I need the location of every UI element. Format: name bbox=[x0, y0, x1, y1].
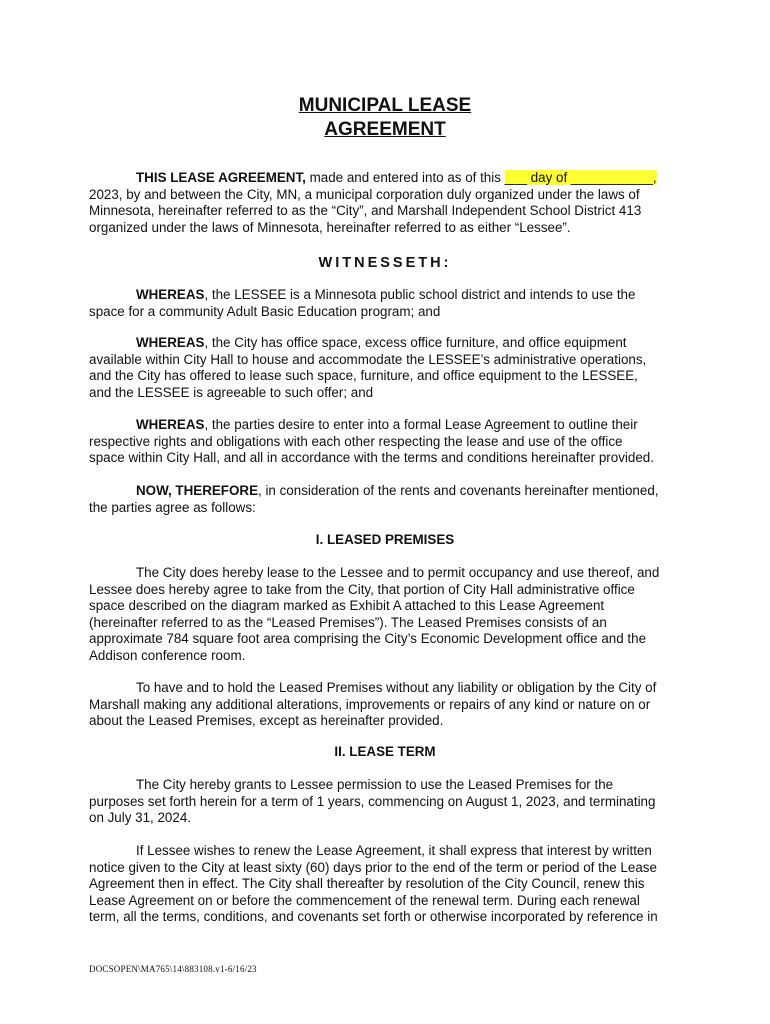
date-blank-field[interactable]: ___ day of ___________, bbox=[504, 170, 657, 185]
paragraph-line: notice given to the City at least sixty (60) days prior to the end of the term or period of the Lease bbox=[89, 859, 657, 875]
document-title-line1: MUNICIPAL LEASE bbox=[298, 95, 472, 116]
section-heading-lease-term: II. LEASE TERM bbox=[334, 744, 436, 759]
paragraph-line: space for a community Adult Basic Education program; and bbox=[89, 303, 441, 319]
paragraph-line: on July 31, 2024. bbox=[89, 810, 191, 826]
paragraph-line: Agreement then in effect. The City shall thereafter by resolution of the City Council, renew this bbox=[89, 876, 645, 892]
paragraph-line: Lease Agreement on or before the commencement of the renewal term. During each renewal bbox=[89, 892, 640, 908]
intro-line: Minnesota, hereinafter referred to as the “City”, and Marshall Independent School District 413 bbox=[89, 203, 642, 219]
paragraph-line: and the LESSEE is agreeable to such offer; and bbox=[89, 384, 374, 400]
whereas-bold: WHEREAS bbox=[136, 335, 205, 350]
paragraph-line: Marshall making any additional alterations, improvements or repairs of any kind or nature on or bbox=[89, 696, 651, 712]
paragraph-line: If Lessee wishes to renew the Lease Agreement, it shall express that interest by written bbox=[136, 843, 652, 858]
leased-premises-paragraph-1 bbox=[89, 565, 689, 665]
paragraph-line: , the City has office space, excess office furniture, and office equipment bbox=[204, 335, 627, 350]
whereas-bold: WHEREAS bbox=[136, 287, 205, 302]
whereas-paragraph-2 bbox=[89, 335, 689, 401]
paragraph-line: The City hereby grants to Lessee permission to use the Leased Premises for the bbox=[136, 777, 614, 792]
paragraph-line: Lessee does hereby agree to take from the City, that portion of City Hall administrative office bbox=[89, 581, 635, 597]
paragraph-line: Addison conference room. bbox=[89, 647, 246, 663]
intro-lead-text: made and entered into as of this bbox=[305, 170, 505, 185]
paragraph-line: , in consideration of the rents and covenants hereinafter mentioned, bbox=[258, 483, 659, 498]
intro-lead-bold: THIS LEASE AGREEMENT, bbox=[136, 170, 306, 185]
paragraph-line: the parties agree as follows: bbox=[89, 499, 256, 515]
paragraph-line: available within City Hall to house and accommodate the LESSEE’s administrative operations, bbox=[89, 351, 647, 367]
intro-line: 2023, by and between the City, MN, a municipal corporation duly organized under the laws of bbox=[89, 186, 640, 202]
whereas-paragraph-1 bbox=[89, 287, 689, 320]
now-therefore-paragraph bbox=[89, 483, 689, 516]
paragraph-line: purposes set forth herein for a term of 1 years, commencing on August 1, 2023, and terminating bbox=[89, 793, 656, 809]
paragraph-line: respective rights and obligations with each other respecting the lease and use of the office bbox=[89, 433, 623, 449]
paragraph-line: and the City has offered to lease such space, furniture, and office equipment to the LESSEE, bbox=[89, 368, 638, 384]
intro-paragraph bbox=[89, 170, 689, 236]
paragraph-line: term, all the terms, conditions, and covenants set forth or otherwise incorporated by reference in bbox=[89, 909, 658, 925]
whereas-bold: WHEREAS bbox=[136, 417, 205, 432]
paragraph-line: space described on the diagram marked as Exhibit A attached to this Lease Agreement bbox=[89, 598, 605, 614]
lease-term-paragraph-1 bbox=[89, 777, 689, 827]
paragraph-line: The City does hereby lease to the Lessee and to permit occupancy and use thereof, and bbox=[136, 565, 660, 580]
now-therefore-bold: NOW, THEREFORE bbox=[136, 483, 259, 498]
document-footer-id: DOCSOPEN\MA765\14\883108.v1-6/16/23 bbox=[89, 964, 257, 974]
leased-premises-paragraph-2 bbox=[89, 680, 689, 730]
paragraph-line: about the Leased Premises, except as hereinafter provided. bbox=[89, 713, 444, 729]
paragraph-line: (hereinafter referred to as the “Leased Premises”). The Leased Premises consists of an bbox=[89, 614, 607, 630]
paragraph-line: , the parties desire to enter into a formal Lease Agreement to outline their bbox=[204, 417, 638, 432]
paragraph-line: , the LESSEE is a Minnesota public school district and intends to use the bbox=[204, 287, 636, 302]
paragraph-line: To have and to hold the Leased Premises without any liability or obligation by the City of bbox=[136, 680, 657, 695]
paragraph-line: space within City Hall, and all in accordance with the terms and conditions hereinafter provided. bbox=[89, 450, 654, 466]
section-heading-leased-premises: I. LEASED PREMISES bbox=[315, 532, 455, 547]
whereas-paragraph-3 bbox=[89, 417, 689, 467]
document-title-line2: AGREEMENT bbox=[324, 119, 446, 140]
lease-term-paragraph-2 bbox=[89, 843, 689, 926]
paragraph-line: approximate 784 square foot area comprising the City’s Economic Development office and the bbox=[89, 631, 647, 647]
witnesseth-heading: WITNESSETH: bbox=[318, 255, 452, 271]
intro-line: organized under the laws of Minnesota, hereinafter referred to as either “Lessee”. bbox=[89, 219, 571, 235]
